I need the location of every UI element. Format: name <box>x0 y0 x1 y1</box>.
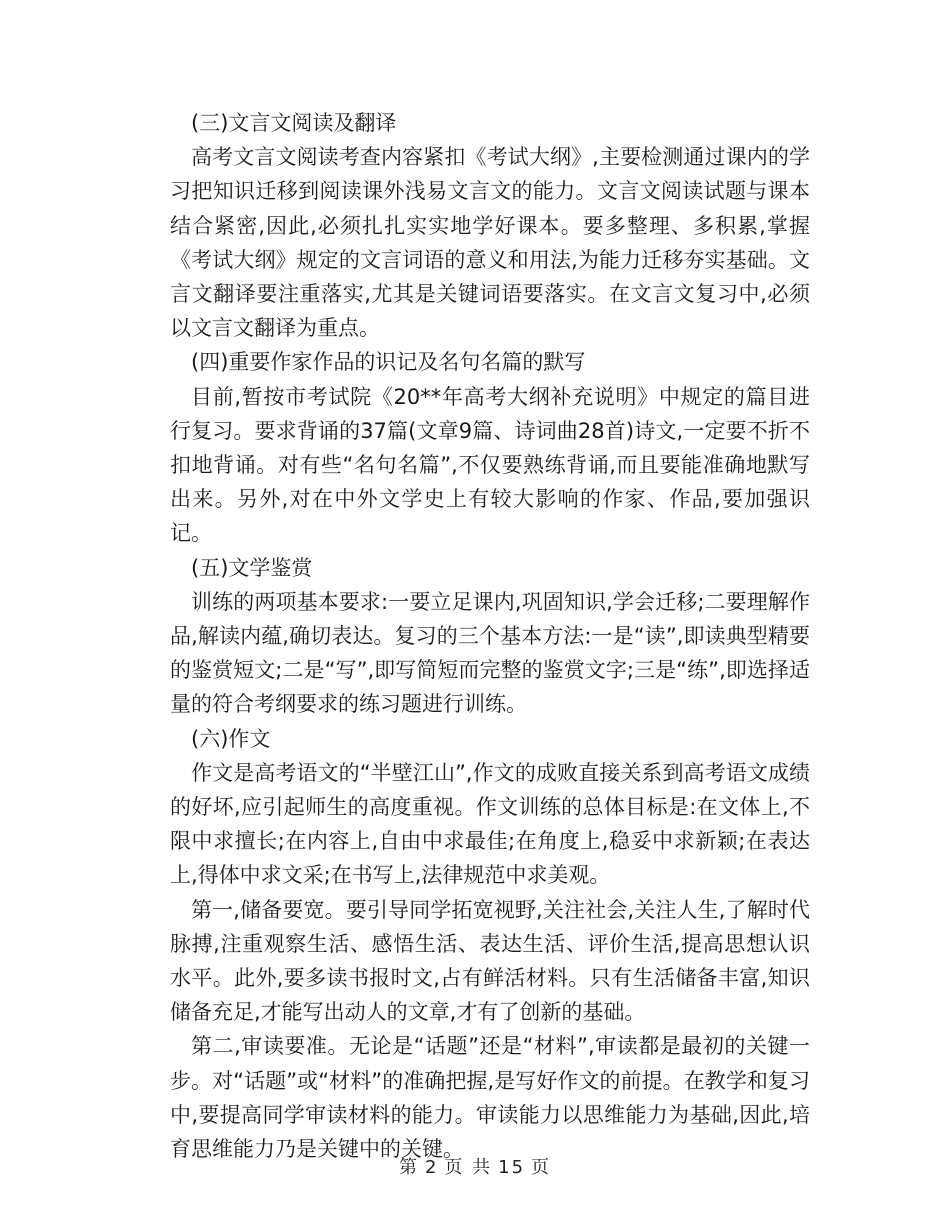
total-pages-number: 15 <box>498 1157 526 1178</box>
footer-middle: 页 共 <box>444 1157 493 1178</box>
page-footer <box>0 1153 950 1179</box>
paragraph: 训练的两项基本要求:一要立足课内,巩固知识,学会迁移;二要理解作品,解读内蕴,确切表达。复习的三个基本方法:一是“读”,即读典型精要的鉴赏短文;二是“写”,即写简短而完整的鉴赏文字;三是“练”,即选择适量的符合考纲要求的练习题进行训练。 <box>170 589 810 717</box>
footer-suffix: 页 <box>531 1157 552 1178</box>
paragraph: 高考文言文阅读考查内容紧扣《考试大纲》,主要检测通过课内的学习把知识迁移到阅读课外浅易文言文的能力。文言文阅读试题与课本结合紧密,因此,必须扎扎实实地学好课本。要多整理、多积累,掌握《考试大纲》规定的文言词语的意义和用法,为能力迁移夯实基础。文言文翻译要注重落实,尤其是关键词语要落实。在文言文复习中,必须以文言文翻译为重点。 <box>170 145 810 341</box>
paragraph: 目前,暂按市考试院《20**年高考大纲补充说明》中规定的篇目进行复习。要求背诵的37篇(文章9篇、诗词曲28首)诗文,一定要不折不扣地背诵。对有些“名句名篇”,不仅要熟练背诵,而且要能准确地默写出来。另外,对在中外文学史上有较大影响的作家、作品,要加强识记。 <box>170 384 810 546</box>
section-heading-5: (五)文学鉴赏 <box>191 555 313 580</box>
paragraph: 第二,审读要准。无论是“话题”还是“材料”,审读都是最初的关键一步。对“话题”或“材料”的准确把握,是写好作文的前提。在教学和复习中,要提高同学审读材料的能力。审读能力以思维能力为基础,因此,培育思维能力乃是关键中的关键。 <box>170 1034 810 1162</box>
section-heading-6: (六)作文 <box>191 726 271 751</box>
section-heading-3: (三)文言文阅读及翻译 <box>191 111 397 135</box>
paragraph: 第一,储备要宽。要引导同学拓宽视野,关注社会,关注人生,了解时代脉搏,注重观察生活、感悟生活、表达生活、评价生活,提高思想认识水平。此外,要多读书报时文,占有鲜活材料。只有生活储备丰富,知识储备充足,才能写出动人的文章,才有了创新的基础。 <box>170 897 810 1025</box>
section-heading-4: (四)重要作家作品的识记及名句名篇的默写 <box>191 350 586 375</box>
document-body <box>170 106 810 1166</box>
paragraph: 作文是高考语文的“半壁江山”,作文的成败直接关系到高考语文成绩的好坏,应引起师生的高度重视。作文训练的总体目标是:在文体上,不限中求擅长;在内容上,自由中求最佳;在角度上,稳妥中求新颖;在表达上,得体中求文采;在书写上,法律规范中求美观。 <box>170 760 810 888</box>
footer-prefix: 第 <box>398 1157 419 1178</box>
current-page-number: 2 <box>424 1157 439 1178</box>
